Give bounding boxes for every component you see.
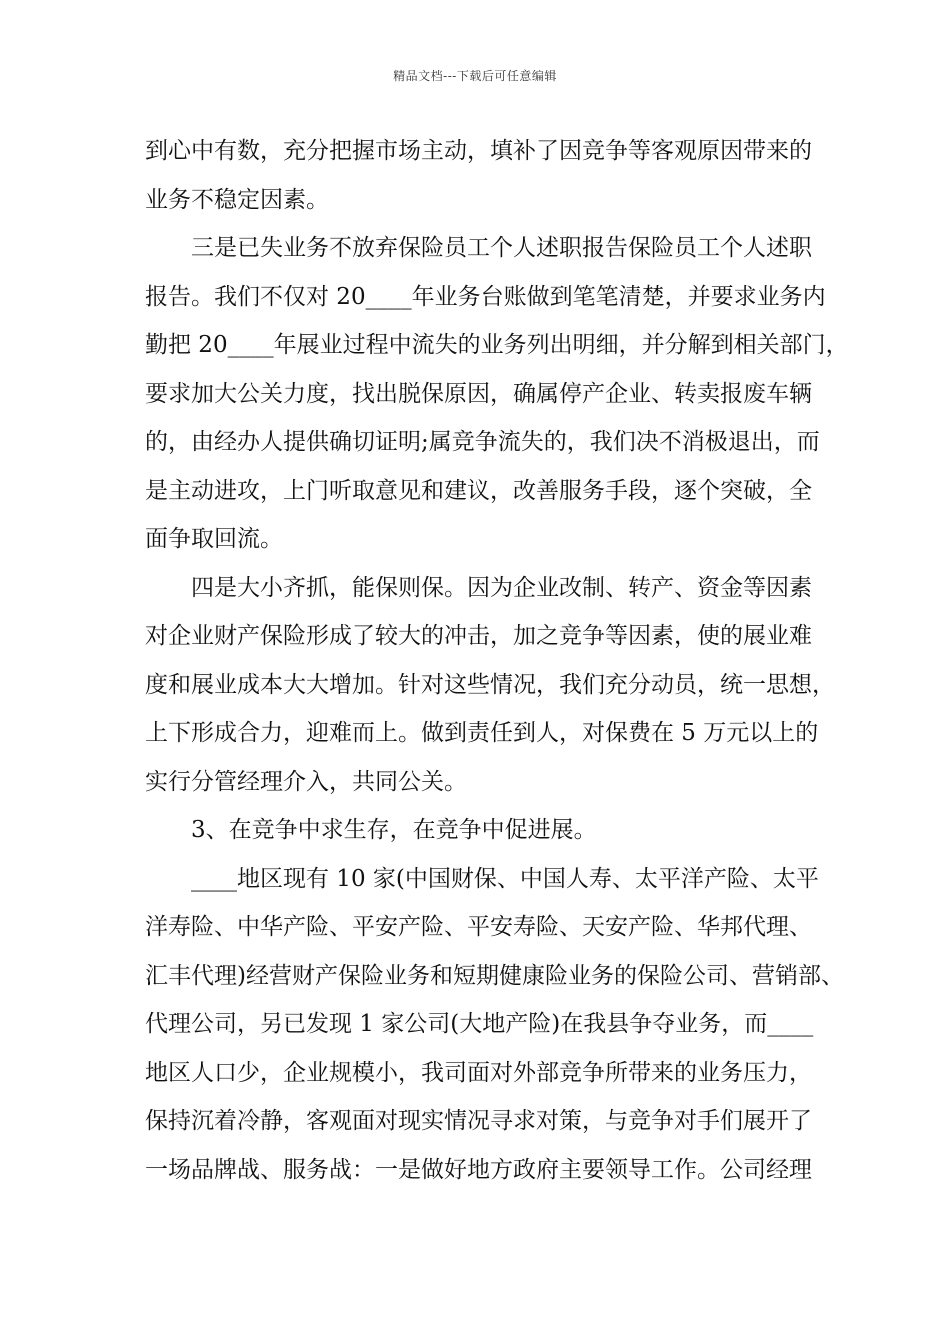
text-line: 度和展业成本大大增加。针对这些情况，我们充分动员，统一思想， <box>145 671 835 698</box>
text-line: 业务不稳定因素。 <box>145 186 329 213</box>
page-header: 精品文档---下载后可任意编辑 <box>393 69 557 83</box>
text-line: 勤把 20____年展业过程中流失的业务列出明细，并分解到相关部门， <box>145 332 849 358</box>
text-line: 3、在竞争中求生存，在竞争中促进展。 <box>191 817 597 843</box>
text-line: 保持沉着冷静，客观面对现实情况寻求对策，与竞争对手们展开了 <box>145 1108 812 1134</box>
text-line: ____地区现有 10 家(中国财保、中国人寿、太平洋产险、太平 <box>191 865 819 892</box>
text-line: 洋寿险、中华产险、平安产险、平安寿险、天安产险、华邦代理、 <box>145 914 812 940</box>
document-body <box>145 127 849 1194</box>
text-line: 实行分管经理介入，共同公关。 <box>145 768 467 795</box>
text-line: 要求加大公关力度，找出脱保原因，确属停产企业、转卖报废车辆 <box>145 380 812 407</box>
text-line: 对企业财产保险形成了较大的冲击，加之竞争等因素，使的展业难 <box>145 623 812 649</box>
text-line: 是主动进攻，上门听取意见和建议，改善服务手段，逐个突破，全 <box>145 477 812 504</box>
text-line: 地区人口少，企业规模小，我司面对外部竞争所带来的业务压力， <box>145 1059 812 1086</box>
text-line: 三是已失业务不放弃保险员工个人述职报告保险员工个人述职 <box>191 235 812 261</box>
text-line: 一场品牌战、服务战：一是做好地方政府主要领导工作。公司经理 <box>145 1156 812 1183</box>
text-line: 汇丰代理)经营财产保险业务和短期健康险业务的保险公司、营销部、 <box>145 962 844 989</box>
text-line: 的，由经办人提供确切证明;属竞争流失的，我们决不消极退出，而 <box>145 429 820 455</box>
text-line: 代理公司，另已发现 1 家公司(大地产险)在我县争夺业务，而____ <box>145 1011 814 1037</box>
text-line: 到心中有数，充分把握市场主动，填补了因竞争等客观原因带来的 <box>145 138 812 164</box>
text-line: 四是大小齐抓，能保则保。因为企业改制、转产、资金等因素 <box>191 574 812 601</box>
text-line: 报告。我们不仅对 20____年业务台账做到笔笔清楚，并要求业务内 <box>145 283 826 310</box>
text-line: 上下形成合力，迎难而上。做到责任到人，对保费在 5 万元以上的 <box>145 720 819 746</box>
text-line: 面争取回流。 <box>145 526 283 552</box>
